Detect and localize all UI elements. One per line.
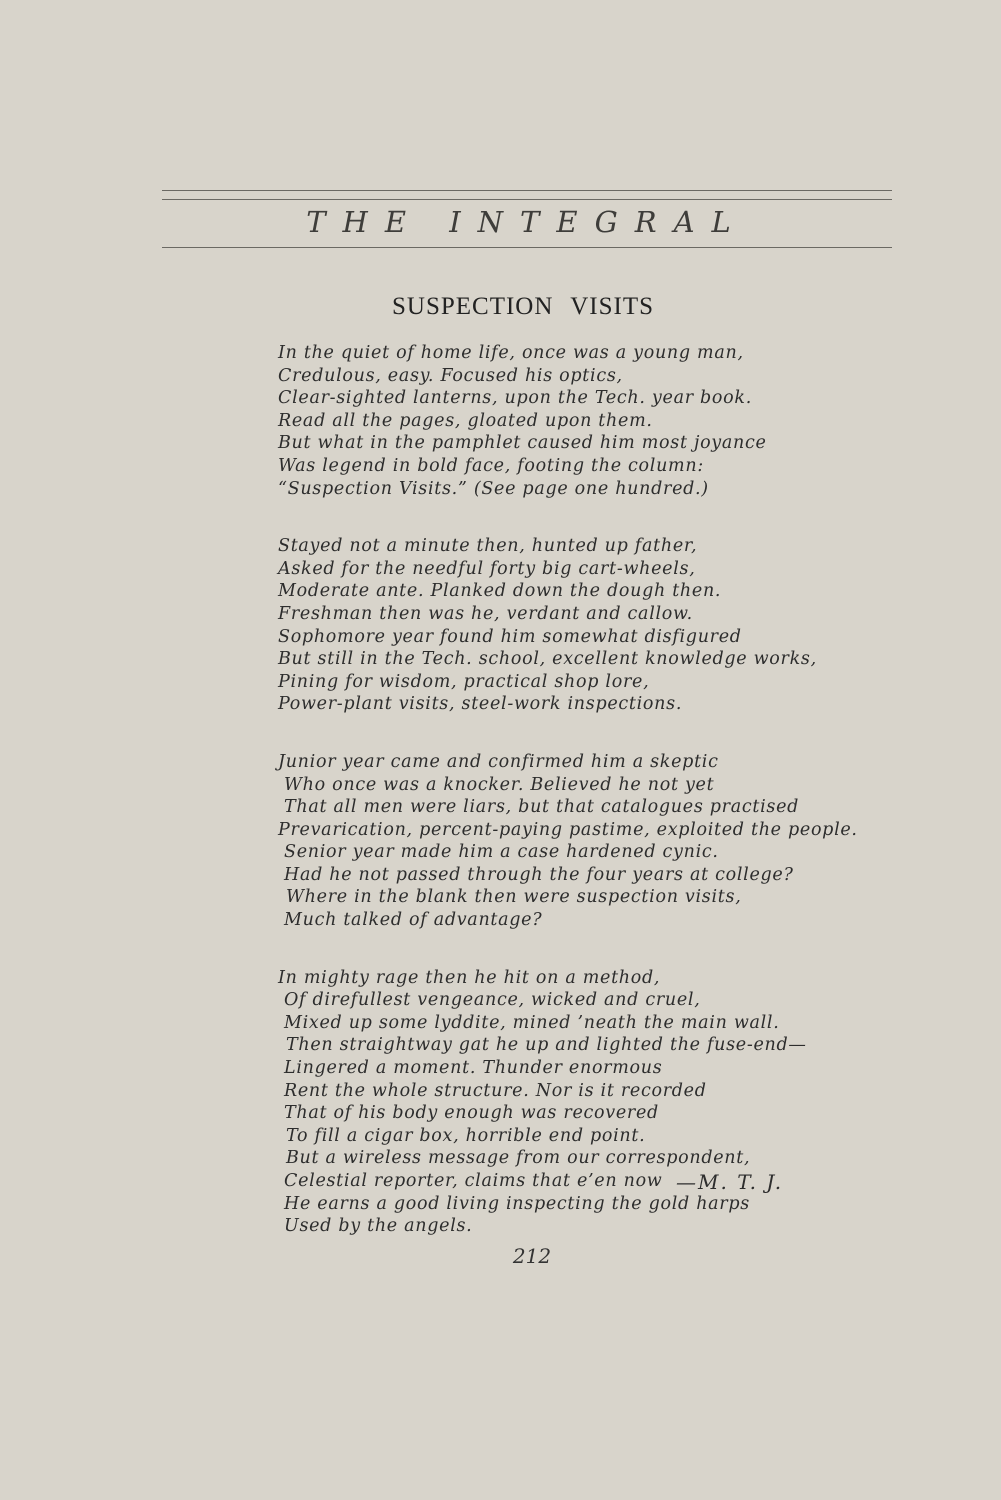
poem-line: Freshman then was he, verdant and callow. xyxy=(278,603,693,624)
masthead: THE INTEGRAL xyxy=(306,205,748,239)
poem-line: Rent the whole structure. Nor is it recorded xyxy=(284,1080,707,1101)
poem-line: Of direfullest vengeance, wicked and cruel, xyxy=(284,990,701,1011)
poem-title: SUSPECTION VISITS xyxy=(392,293,654,320)
poem-line: Where in the blank then were suspection visits, xyxy=(286,887,742,908)
poem-line: Used by the angels. xyxy=(284,1216,473,1237)
poem-line: Prevarication, percent-paying pastime, exploited the people. xyxy=(278,819,858,840)
poem-line: In mighty rage then he hit on a method, xyxy=(278,967,661,988)
poem-line: Was legend in bold face, footing the column: xyxy=(278,455,704,476)
poem-line: Had he not passed through the four years at college? xyxy=(284,864,794,885)
masthead-rule-top xyxy=(162,190,892,191)
poem-line: Celestial reporter, claims that e’en now xyxy=(284,1171,663,1191)
poem-line: Then straightway gat he up and lighted the fuse-end— xyxy=(286,1035,807,1056)
poem-line: But still in the Tech. school, excellent knowledge works, xyxy=(278,649,817,670)
poem-line: Sophomore year found him somewhat disfigured xyxy=(278,626,742,647)
poem-line: He earns a good living inspecting the gold harps xyxy=(284,1193,750,1214)
poem-line: Credulous, easy. Focused his optics, xyxy=(278,365,623,386)
poem-line: Asked for the needful forty big cart-wheels, xyxy=(278,558,696,579)
poem-line: Clear-sighted lanterns, upon the Tech. year book. xyxy=(278,388,752,409)
poem-line: Pining for wisdom, practical shop lore, xyxy=(278,671,650,692)
author-signature: —M. T. J. xyxy=(676,1170,784,1194)
poem-line: Mixed up some lyddite, mined ’neath the main wall. xyxy=(284,1012,780,1033)
poem-line: Much talked of advantage? xyxy=(284,910,543,931)
poem-line: Read all the pages, gloated upon them. xyxy=(278,410,653,431)
poem-stanza xyxy=(278,967,838,1238)
poem-line: But what in the pamphlet caused him most joyance xyxy=(278,433,767,454)
poem-line: That all men were liars, but that catalogues practised xyxy=(284,797,800,818)
poem-line: Power-plant visits, steel-work inspections. xyxy=(278,694,683,715)
poem-stanza xyxy=(278,535,838,716)
poem-line: Junior year came and confirmed him a skeptic xyxy=(278,751,719,772)
poem-line: “Suspection Visits.” (See page one hundred.) xyxy=(278,478,709,499)
poem-line: Moderate ante. Planked down the dough then. xyxy=(278,581,722,602)
poem-stanza xyxy=(278,342,838,500)
poem-stanza xyxy=(278,751,858,932)
poem-line: In the quiet of home life, once was a young man, xyxy=(278,343,744,363)
poem-line: Senior year made him a case hardened cynic. xyxy=(284,842,719,863)
poem-line: To fill a cigar box, horrible end point. xyxy=(286,1125,646,1146)
poem-body xyxy=(278,342,858,1273)
masthead-rule-bottom xyxy=(162,247,892,248)
poem-line: Stayed not a minute then, hunted up father, xyxy=(278,536,698,557)
poem-line: Lingered a moment. Thunder enormous xyxy=(284,1058,663,1079)
poem-line: Who once was a knocker. Believed he not yet xyxy=(284,774,715,795)
poem-line: But a wireless message from our correspondent, xyxy=(286,1148,751,1169)
page-number: 212 xyxy=(512,1244,552,1268)
poem-line: That of his body enough was recovered xyxy=(284,1103,659,1124)
